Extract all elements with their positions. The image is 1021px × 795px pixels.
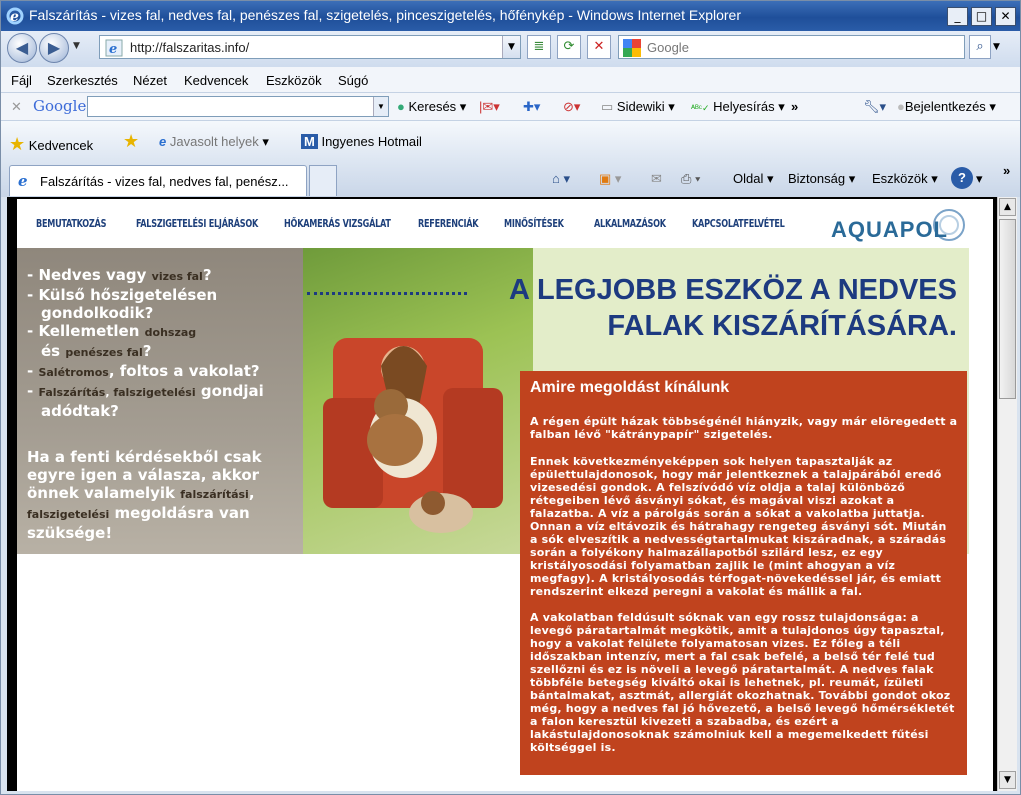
- q4-dash: -: [27, 362, 39, 380]
- answer-line-4: megoldásra van: [109, 504, 250, 522]
- q1-text: - Nedves vagy: [27, 266, 152, 284]
- signin-label: Bejelentkezés: [904, 99, 986, 114]
- scroll-up-icon[interactable]: ▲: [999, 198, 1016, 216]
- favorites-label: Kedvencek: [28, 138, 94, 153]
- answer-comma: ,: [248, 484, 255, 502]
- google-logo: Google: [33, 97, 87, 115]
- gmail-icon[interactable]: |✉▾: [479, 99, 500, 114]
- feeds-icon[interactable]: ▣ ▾: [599, 171, 622, 186]
- help-icon[interactable]: ?: [951, 167, 973, 189]
- nav-bemutatkozas[interactable]: BEMUTATKOZÁS: [36, 217, 107, 230]
- q5-text: gondjai: [195, 382, 264, 400]
- sidewiki-icon: ▭: [601, 99, 614, 114]
- menu-edit[interactable]: Szerkesztés: [47, 73, 118, 88]
- address-bar-row: [1, 31, 1020, 67]
- nav-hokameras-vizsgalat[interactable]: HŐKAMERÁS VIZSGÁLAT: [284, 217, 391, 230]
- q2-text-b: gondolkodik?: [41, 304, 154, 322]
- search-placeholder[interactable]: Google: [647, 40, 689, 55]
- q5-dash: -: [27, 382, 39, 400]
- answer-line-5: szüksége!: [27, 524, 113, 542]
- page-menu[interactable]: Oldal ▾: [733, 171, 774, 186]
- page-viewport: [7, 197, 997, 791]
- close-button[interactable]: ✕: [995, 7, 1016, 26]
- q2-text: - Külső hőszigetelésen: [27, 286, 218, 304]
- close-toolbar-icon[interactable]: ✕: [11, 99, 22, 114]
- svg-text:e: e: [10, 9, 19, 25]
- toolbar-overflow-icon[interactable]: »: [791, 99, 799, 114]
- answer-text: [27, 448, 299, 542]
- svg-text:e: e: [109, 42, 118, 57]
- q4-keyword: Salétromos: [38, 366, 109, 379]
- aquapol-logo[interactable]: [831, 207, 981, 249]
- solutions-paragraph-1: A régen épült házak többségénél hiányzik, vagy már elöregedett a falban lévő "kátránypapír" szigetelés.: [530, 415, 958, 441]
- tab-ie-icon: e: [18, 172, 28, 190]
- dotted-divider: [307, 292, 467, 295]
- spellcheck-label: Helyesírás: [713, 99, 775, 114]
- web-page: [17, 199, 993, 791]
- msn-icon: M: [301, 134, 318, 149]
- spellcheck-icon: ᴬᴮᶜ✓: [691, 103, 710, 113]
- url-text[interactable]: http://falszaritas.info/: [130, 40, 250, 55]
- tab-active[interactable]: [9, 165, 307, 196]
- answer-line-1: Ha a fenti kérdésekből csak: [27, 448, 262, 466]
- solutions-paragraph-3: A vakolatban feldúsult sóknak van egy rossz tulajdonsága: a levegő páratartalmát megkötik, amit a tulajdonos úgy tapasztal, hogy a vakolat felülete folyamatosan vizes. Ez főleg a téli időszakban intenzív, mert a fal csak befelé, a belső tér felé tud szellőzni és ez is növeli a levegő páratartalmát. A nedves falak többféle betegség kiváltó okai is lehetnek, pl. reumát, ízületi bántalmakat, asztmát, allergiát okozhatnak. További gondot okoz még, hogy a nedves fal jó hővezető, a belső levegő hőmérsékletét a falon keresztül kivezeti a szabadba, és ezért a lakástulajdonosoknak számolniuk kell a megemelkedett fűtési költséggel is.: [530, 611, 955, 754]
- search-options-icon[interactable]: ▼: [993, 42, 1000, 52]
- answer-line-3: önnek valamelyik: [27, 484, 181, 502]
- google-g-icon: ●: [397, 99, 405, 114]
- headline-line-2: FALAK KISZÁRÍTÁSÁRA.: [607, 310, 957, 342]
- favorites-star-icon: ★: [9, 134, 26, 154]
- q3-and: és: [41, 342, 66, 360]
- google-search-button[interactable]: ● Keresés ▾: [397, 99, 467, 114]
- stop-icon[interactable]: ✕: [587, 35, 611, 59]
- window-title: Falszárítás - vizes fal, nedves fal, penészes fal, szigetelés, pinceszigetelés, hőfénykép - Windows Internet Explorer: [29, 7, 742, 23]
- answer-keyword-1: falszárítási: [180, 488, 249, 501]
- scroll-down-icon[interactable]: ▼: [999, 771, 1016, 789]
- signin-button[interactable]: ●Bejelentkezés ▾: [897, 99, 996, 114]
- new-tab-button[interactable]: [309, 165, 337, 196]
- solutions-box: [520, 371, 967, 775]
- solutions-title: Amire megoldást kínálunk: [530, 379, 730, 396]
- answer-line-2: egyre igen a válasza, akkor: [27, 466, 260, 484]
- spellcheck-button[interactable]: ᴬᴮᶜ✓ Helyesírás ▾: [691, 99, 785, 114]
- google-toolbar: [1, 93, 1020, 121]
- favorites-button[interactable]: [9, 134, 93, 155]
- title-bar[interactable]: [1, 1, 1020, 31]
- q1-end: ?: [202, 266, 212, 284]
- refresh-icon[interactable]: ⟳: [557, 35, 581, 59]
- google-provider-icon: [623, 39, 641, 57]
- bookmarks-plus-icon[interactable]: ✚▾: [523, 99, 541, 114]
- menu-help[interactable]: Súgó: [338, 73, 369, 88]
- vertical-scrollbar[interactable]: [997, 197, 1017, 791]
- compatibility-view-icon[interactable]: ≣: [527, 35, 551, 59]
- q3-end: ?: [142, 342, 152, 360]
- solutions-paragraph-2: Ennek következményeképpen sok helyen tapasztalják az épülettulajdonosok, hogy már jelentkeznek a talajpárából eredő vizesedési gondok. A felszívódó víz oldja a talaj különböző rétegeiben lévő ásványi sókat, és magával viszi azokat a falazatba. A víz a párolgás során a sókat a vakolatba juttatja. Onnan a víz eltávozik és hátrahagy rengeteg ásványi sót. Miután a sók elveszítik a nedvességtartalmukat kiszáradnak, a száradás során a folyékony halmazállapotból szilárd lesz, ez egy kristályosodási folyamatban zajlik le (mint ahogyan a víz megfagy). A kristályosodás térfogat-növekedéssel jár, és emiatt rendszerint elkezd peregni a vakolat és mállik a fal.: [530, 455, 947, 598]
- forward-button[interactable]: ▶: [39, 33, 69, 63]
- sidewiki-label: Sidewiki: [616, 99, 665, 114]
- page-menu-label: Oldal: [733, 171, 764, 186]
- menu-tools[interactable]: Eszközök: [266, 73, 322, 88]
- home-icon[interactable]: ⌂ ▾: [552, 171, 570, 186]
- settings-wrench-icon[interactable]: 🔧︎▾: [863, 99, 887, 114]
- safety-menu-label: Biztonság: [788, 171, 846, 186]
- suggested-ie-icon: e: [159, 134, 167, 149]
- q5-text-b: adódtak?: [41, 402, 119, 420]
- command-overflow-icon[interactable]: »: [1003, 163, 1011, 178]
- tools-menu[interactable]: Eszközök ▾: [872, 171, 938, 186]
- tools-menu-label: Eszközök: [872, 171, 928, 186]
- sidewiki-button[interactable]: ▭ Sidewiki ▾: [601, 99, 675, 114]
- suggested-sites-button[interactable]: e Javasolt helyek ▾: [159, 134, 269, 149]
- answer-keyword-2: falszigetelési: [27, 508, 110, 521]
- q5-comma: ,: [105, 386, 114, 399]
- scroll-thumb[interactable]: [999, 219, 1016, 399]
- nav-alkalmazasok[interactable]: ALKALMAZÁSOK: [594, 217, 666, 230]
- help-dropdown-icon[interactable]: ▾: [976, 171, 983, 186]
- safety-menu[interactable]: Biztonság ▾: [788, 171, 856, 186]
- popup-blocker-icon[interactable]: ⊘▾: [563, 99, 581, 114]
- search-icon[interactable]: ⌕: [969, 35, 991, 59]
- menu-file[interactable]: Fájl: [11, 73, 32, 88]
- q1-keyword: vizes fal: [151, 270, 203, 283]
- ie-logo-icon: [5, 6, 25, 26]
- hotmail-link[interactable]: [301, 134, 422, 149]
- maximize-button[interactable]: □: [971, 7, 992, 26]
- history-dropdown-icon[interactable]: ▼: [73, 41, 80, 51]
- tab-bar: [1, 161, 1020, 197]
- q3-keyword-b: penészes fal: [65, 346, 143, 359]
- nav-falszigetelesi-eljarasok[interactable]: FALSZIGETELÉSI ELJÁRÁSOK: [136, 217, 259, 230]
- favorites-bar: [1, 121, 1020, 161]
- back-button[interactable]: ◀: [7, 33, 37, 63]
- signin-circle-icon: ●: [897, 99, 905, 114]
- q4-text: , foltos a vakolat?: [108, 362, 260, 380]
- menu-favorites[interactable]: Kedvencek: [184, 73, 249, 88]
- print-icon[interactable]: ⎙ ▾: [681, 171, 701, 186]
- google-search-label: Keresés: [408, 99, 457, 114]
- logo-text: AQUAPOL: [831, 217, 948, 242]
- suggested-sites-label: Javasolt helyek: [169, 134, 259, 149]
- address-dropdown-icon[interactable]: ▼: [502, 36, 520, 58]
- nav-kapcsolatfelvetel[interactable]: KAPCSOLATFELVÉTEL: [692, 217, 785, 230]
- question-list: [27, 266, 301, 420]
- address-field[interactable]: [99, 35, 521, 59]
- search-box[interactable]: [618, 35, 965, 59]
- minimize-button[interactable]: _: [947, 7, 968, 26]
- menu-view[interactable]: Nézet: [133, 73, 167, 88]
- hotmail-label: Ingyenes Hotmail: [321, 134, 422, 149]
- headline-line-1: A LEGJOBB ESZKÖZ A NEDVES: [509, 274, 957, 306]
- q3-text: - Kellemetlen: [27, 322, 145, 340]
- q5-keyword-b: falszigetelési: [113, 386, 196, 399]
- hero-headline: [487, 272, 957, 344]
- mail-icon[interactable]: ✉: [651, 171, 662, 186]
- page-ie-icon: [105, 39, 123, 57]
- add-favorites-icon[interactable]: ★: [123, 131, 140, 151]
- nav-referenciak[interactable]: REFERENCIÁK: [418, 217, 479, 230]
- question-panel: [17, 248, 303, 554]
- tab-title: Falszárítás - vizes fal, nedves fal, penész...: [40, 174, 289, 189]
- menu-bar: [1, 67, 1020, 93]
- google-search-input[interactable]: ▼: [87, 96, 389, 117]
- q3-keyword: dohszag: [144, 326, 197, 339]
- q5-keyword: Falszárítás: [38, 386, 106, 399]
- nav-minositesek[interactable]: MINŐSÍTÉSEK: [504, 217, 564, 230]
- site-nav: [17, 199, 993, 247]
